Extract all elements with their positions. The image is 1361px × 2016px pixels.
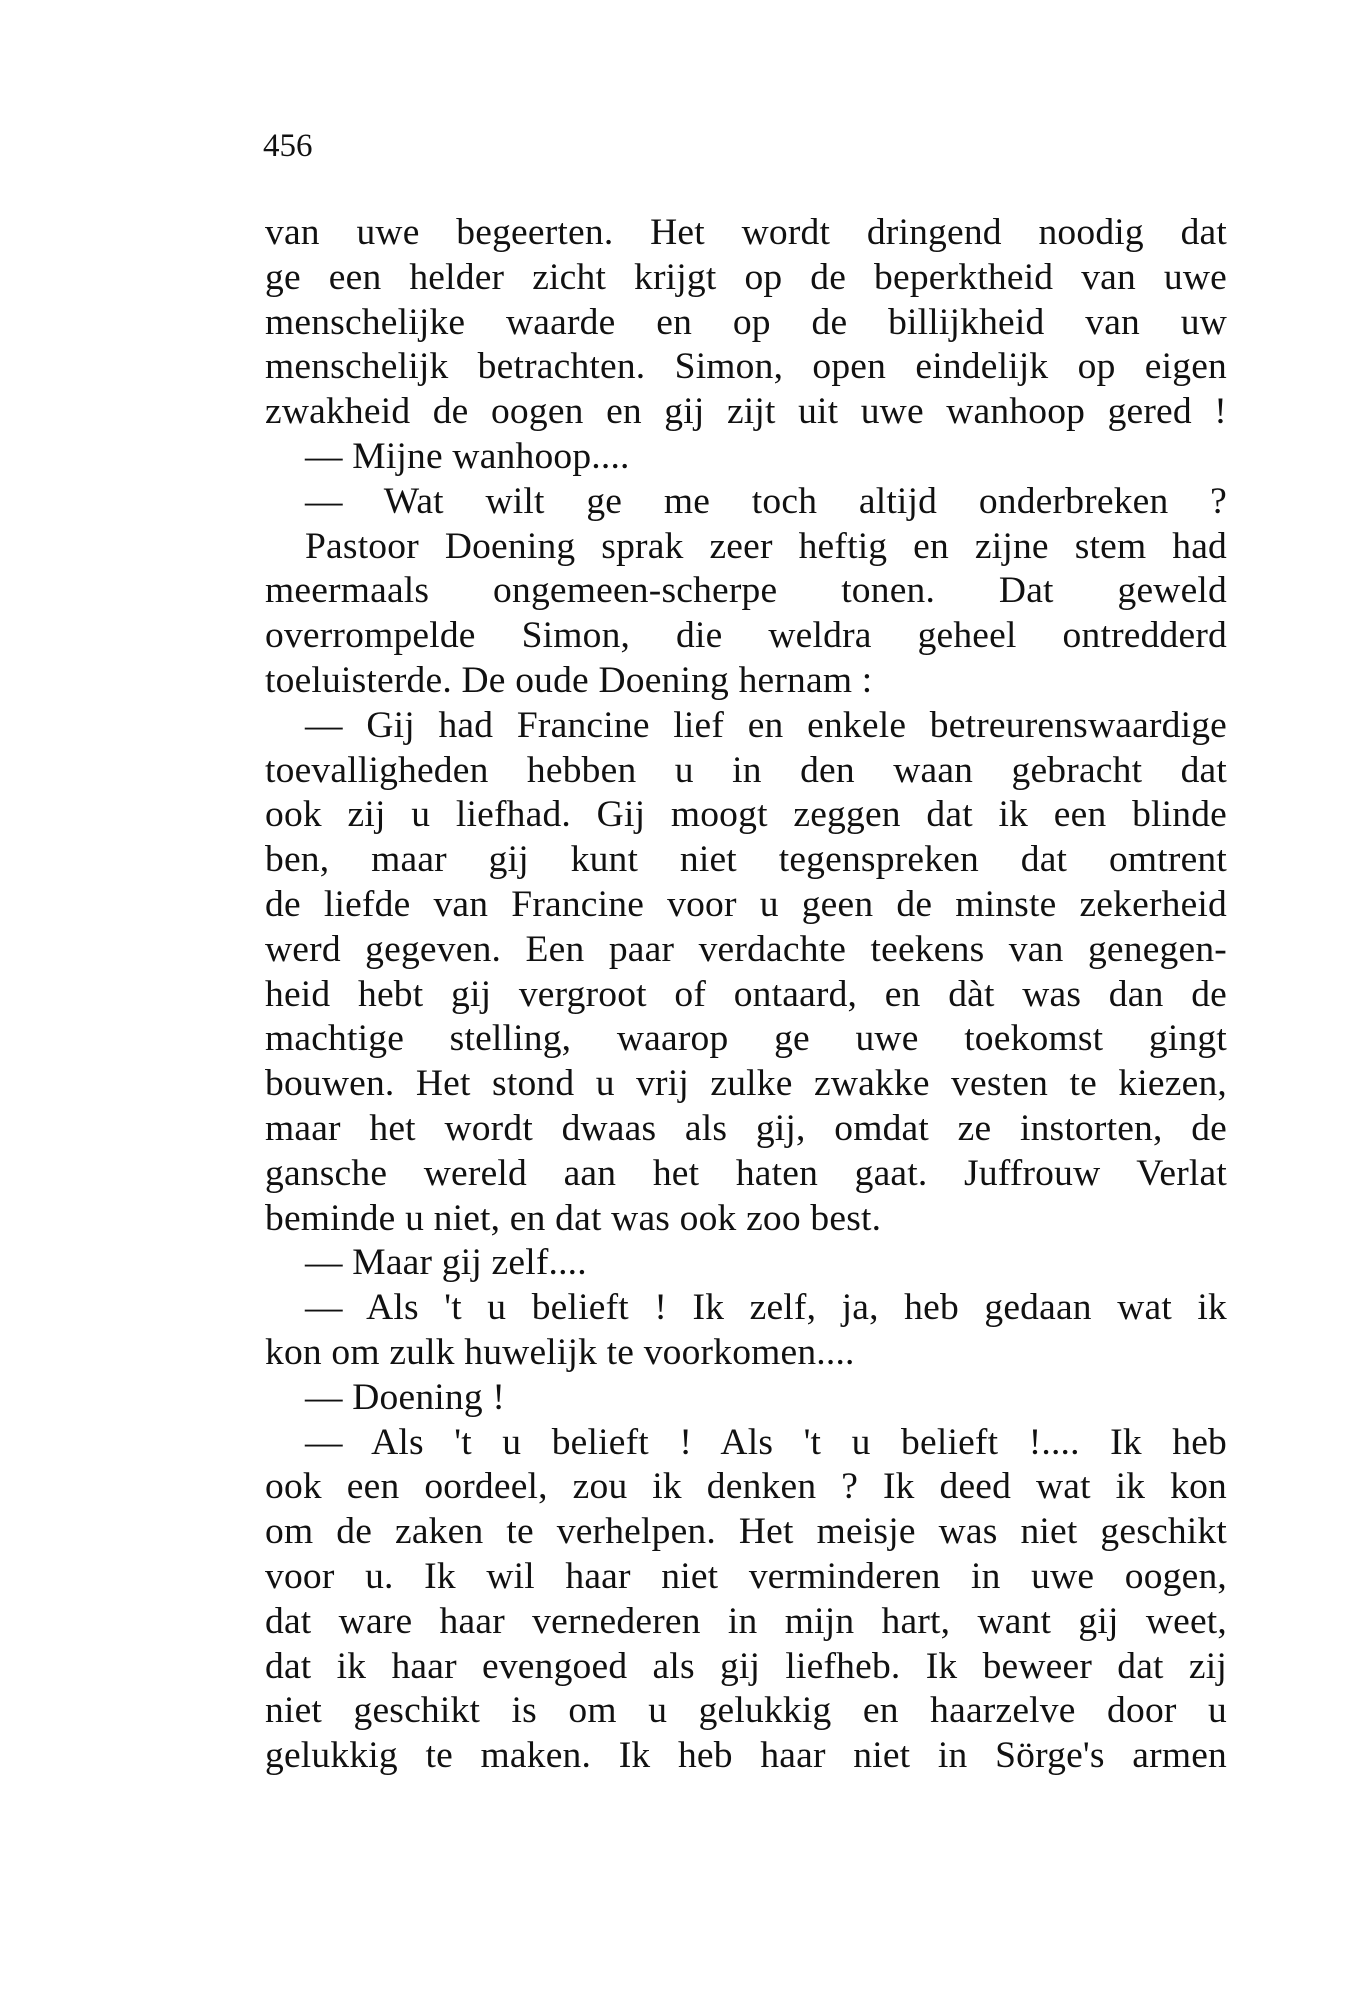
text-line: zwakheid de oogen en gij zijt uit uwe wanhoop gered !: [265, 391, 1227, 433]
text-line: dat ik haar evengoed als gij liefheb. Ik beweer dat zij: [265, 1645, 1227, 1687]
text-line: — Wat wilt ge me toch altijd onderbreken ?: [305, 480, 1227, 522]
text-line: om de zaken te verhelpen. Het meisje was niet geschikt: [265, 1511, 1227, 1553]
text-line: werd gegeven. Een paar verdachte teekens van genegen-: [265, 928, 1227, 970]
text-line: ben, maar gij kunt niet tegenspreken dat omtrent: [265, 839, 1227, 881]
text-line: niet geschikt is om u gelukkig en haarzelve door u: [265, 1690, 1227, 1732]
text-line: — Als 't u belieft ! Als 't u belieft !.... Ik heb: [305, 1421, 1227, 1463]
text-line: beminde u niet, en dat was ook zoo best.: [265, 1197, 882, 1239]
text-line: heid hebt gij vergroot of ontaard, en dàt was dan de: [265, 973, 1227, 1015]
text-line: — Maar gij zelf....: [305, 1242, 587, 1284]
text-line: menschelijke waarde en op de billijkheid van uw: [265, 301, 1227, 343]
text-line: ook een oordeel, zou ik denken ? Ik deed wat ik kon: [265, 1466, 1227, 1508]
text-line: dat ware haar vernederen in mijn hart, want gij weet,: [265, 1600, 1227, 1642]
text-line: gelukkig te maken. Ik heb haar niet in Sörge's armen: [265, 1735, 1227, 1777]
text-line: — Als 't u belieft ! Ik zelf, ja, heb gedaan wat ik: [305, 1287, 1227, 1329]
body-text: [265, 211, 1227, 1779]
text-line: Pastoor Doening sprak zeer heftig en zijne stem had: [305, 525, 1227, 567]
text-line: overrompelde Simon, die weldra geheel ontredderd: [265, 615, 1227, 657]
text-line: gansche wereld aan het haten gaat. Juffrouw Verlat: [265, 1152, 1227, 1194]
text-line: — Gij had Francine lief en enkele betreurenswaardige: [305, 704, 1227, 746]
text-line: kon om zulk huwelijk te voorkomen....: [265, 1331, 855, 1373]
text-line: bouwen. Het stond u vrij zulke zwakke vesten te kiezen,: [265, 1063, 1227, 1105]
text-line: machtige stelling, waarop ge uwe toekomst gingt: [265, 1018, 1227, 1060]
text-line: menschelijk betrachten. Simon, open eindelijk op eigen: [265, 346, 1227, 388]
text-line: van uwe begeerten. Het wordt dringend noodig dat: [265, 212, 1227, 253]
text-line: ge een helder zicht krijgt op de beperktheid van uwe: [265, 256, 1227, 298]
text-line: ook zij u liefhad. Gij moogt zeggen dat ik een blinde: [265, 794, 1227, 836]
text-line: — Mijne wanhoop....: [305, 435, 630, 477]
text-line: de liefde van Francine voor u geen de minste zekerheid: [265, 883, 1227, 925]
text-line: meermaals ongemeen-scherpe tonen. Dat geweld: [265, 570, 1227, 612]
text-line: voor u. Ik wil haar niet verminderen in uwe oogen,: [265, 1555, 1227, 1597]
text-line: toevalligheden hebben u in den waan gebracht dat: [265, 749, 1227, 791]
text-line: — Doening !: [305, 1376, 506, 1418]
text-line: maar het wordt dwaas als gij, omdat ze instorten, de: [265, 1107, 1227, 1149]
text-line: toeluisterde. De oude Doening hernam :: [265, 659, 873, 701]
page-number: 456: [263, 128, 313, 164]
